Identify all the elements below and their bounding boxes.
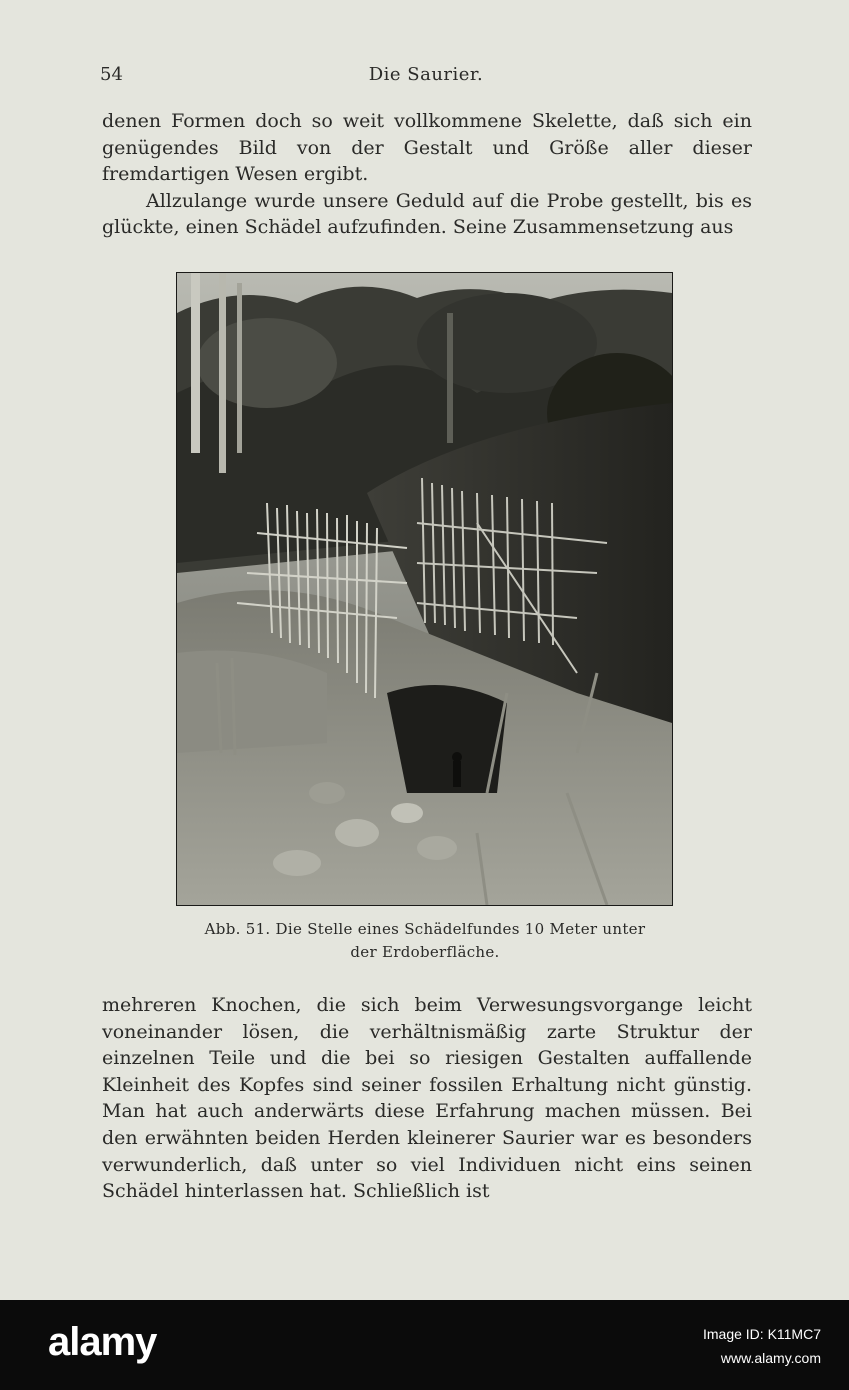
page-number: 54 <box>100 64 123 85</box>
watermark-footer <box>0 1300 849 1390</box>
caption-line: Abb. 51. Die Stelle eines Schädelfundes 10 Meter unter <box>204 920 646 938</box>
figure-caption <box>140 918 710 964</box>
body-text-top <box>102 108 752 241</box>
alamy-logo: alamy <box>48 1320 157 1364</box>
caption-line: der Erdoberfläche. <box>350 943 500 961</box>
footer-info <box>703 1322 821 1370</box>
excavation-photograph <box>176 272 673 906</box>
image-id: Image ID: K11MC7 <box>702 1326 821 1342</box>
paragraph: denen Formen doch so weit vollkommene Skelette, daß sich ein genügendes Bild von der Gestalt und Größe aller dieser fremdartigen Wesen ergibt. <box>102 110 752 186</box>
body-text-bottom <box>102 992 752 1205</box>
paragraph: mehreren Knochen, die sich beim Verwesungsvorgange leicht voneinander lösen, die verhältnismäßig zarte Struktur der einzelnen Teile und die bei so riesigen Gestalten auffallende Kleinheit des Kopfes sind seiner fossilen Erhaltung nicht günstig. Man hat auch anderwärts diese Erfahrung machen müssen. Bei den erwähnten beiden Herden kleinerer Saurier war es besonders verwunderlich, daß unter so viel Individuen nicht eins seinen Schädel hinterlassen hat. Schließlich ist <box>102 994 752 1203</box>
site-url: www.alamy.com <box>720 1350 821 1366</box>
running-head: Die Saurier. <box>368 64 484 85</box>
paragraph: Allzulange wurde unsere Geduld auf die Probe gestellt, bis es glückte, einen Schädel aufzufinden. Seine Zusammensetzung aus <box>102 189 752 239</box>
page-header <box>100 64 752 90</box>
